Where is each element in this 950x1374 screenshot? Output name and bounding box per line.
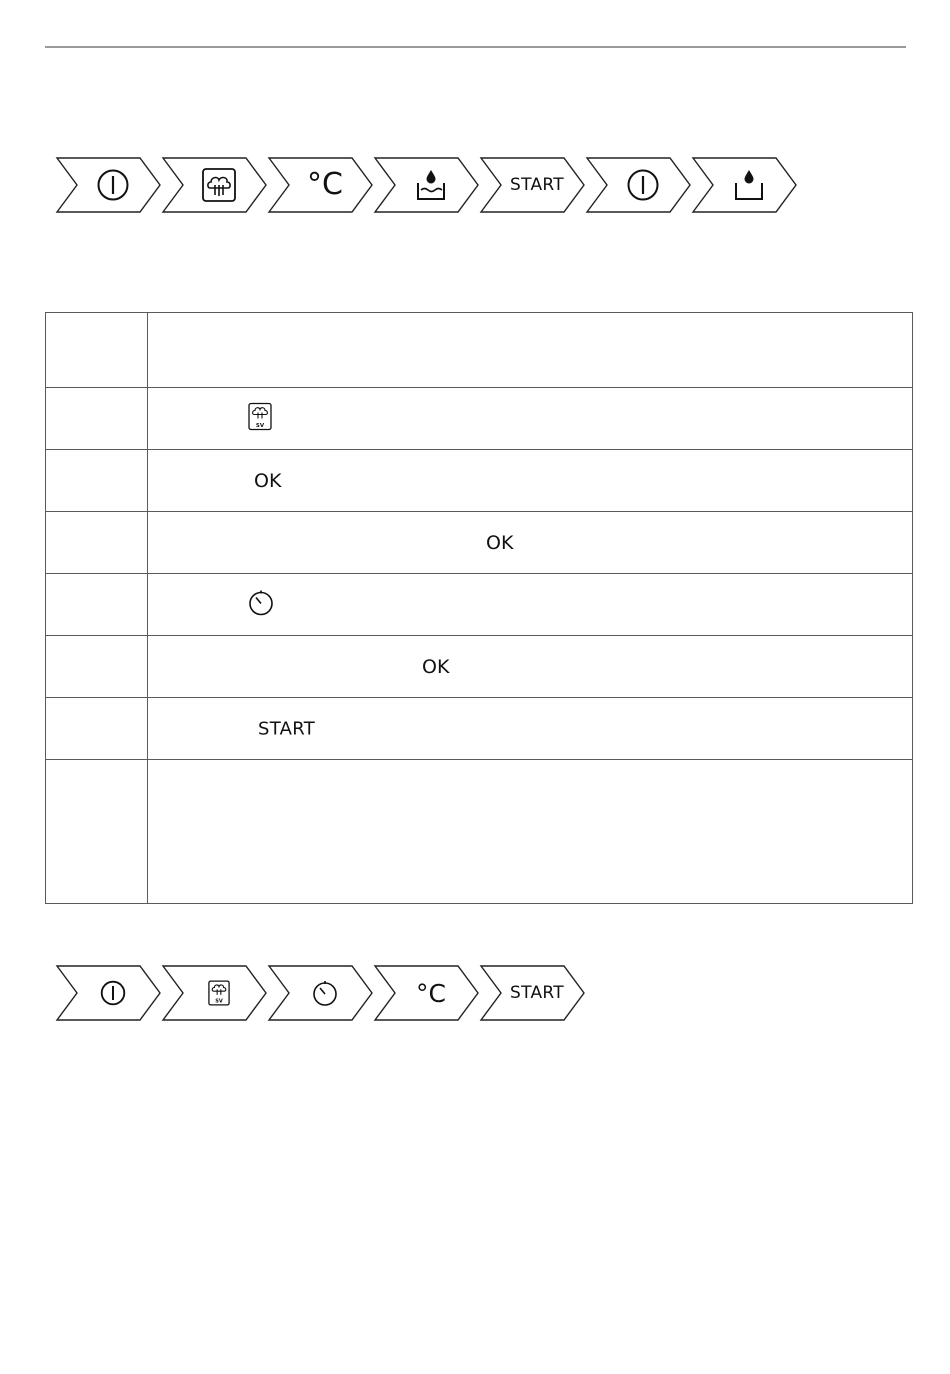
step-power: [56, 965, 162, 1021]
table-row: [46, 760, 913, 904]
step-number-cell: [46, 313, 148, 388]
water-tank-fill-icon: [414, 168, 448, 202]
start-label: START: [258, 718, 316, 739]
sous-vide-icon: [208, 980, 230, 1006]
step-number-cell: [46, 636, 148, 698]
step-number-cell: [46, 388, 148, 450]
steps-table: [45, 312, 913, 904]
bottom-step-sequence: [56, 965, 586, 1021]
step-start: [480, 965, 586, 1021]
timer-icon: [247, 588, 275, 616]
table-row: [46, 512, 913, 574]
ok-label: OK: [486, 531, 514, 554]
step-description-cell: [148, 313, 913, 388]
table-row: [46, 636, 913, 698]
power-icon: [625, 167, 661, 203]
step-description-cell: [148, 574, 913, 636]
table-row: [46, 574, 913, 636]
step-description-cell: [148, 698, 913, 760]
table-row: [46, 388, 913, 450]
temperature-label: °C: [416, 978, 446, 1008]
start-label: START: [510, 175, 564, 195]
steam-function-icon: [201, 167, 237, 203]
step-start: [480, 157, 586, 213]
table-row: [46, 450, 913, 512]
top-step-sequence: [56, 157, 798, 213]
temperature-label: °C: [307, 167, 343, 202]
step-temperature: [268, 157, 374, 213]
step-water-empty: [692, 157, 798, 213]
step-description-cell: [148, 450, 913, 512]
ok-label: OK: [422, 655, 450, 678]
power-icon: [99, 979, 127, 1007]
timer-icon: [311, 979, 339, 1007]
start-label: START: [510, 983, 564, 1003]
step-steam-function: [162, 157, 268, 213]
step-description-cell: [148, 512, 913, 574]
svg-text:SV: SV: [215, 998, 223, 1005]
step-power: [56, 157, 162, 213]
power-icon: [95, 167, 131, 203]
step-sous-vide: [162, 965, 268, 1021]
step-power-off: [586, 157, 692, 213]
svg-text:SV: SV: [255, 422, 265, 429]
water-tank-empty-icon: [732, 168, 766, 202]
step-temperature: [374, 965, 480, 1021]
step-number-cell: [46, 512, 148, 574]
table-row: [46, 313, 913, 388]
ok-label: OK: [254, 469, 282, 492]
header-rule: [45, 46, 906, 48]
step-description-cell: [148, 636, 913, 698]
sous-vide-icon: [248, 402, 272, 430]
step-water-fill: [374, 157, 480, 213]
step-number-cell: [46, 450, 148, 512]
step-number-cell: [46, 574, 148, 636]
step-number-cell: [46, 760, 148, 904]
step-description-cell: [148, 760, 913, 904]
step-number-cell: [46, 698, 148, 760]
step-description-cell: [148, 388, 913, 450]
table-row: [46, 698, 913, 760]
step-timer: [268, 965, 374, 1021]
